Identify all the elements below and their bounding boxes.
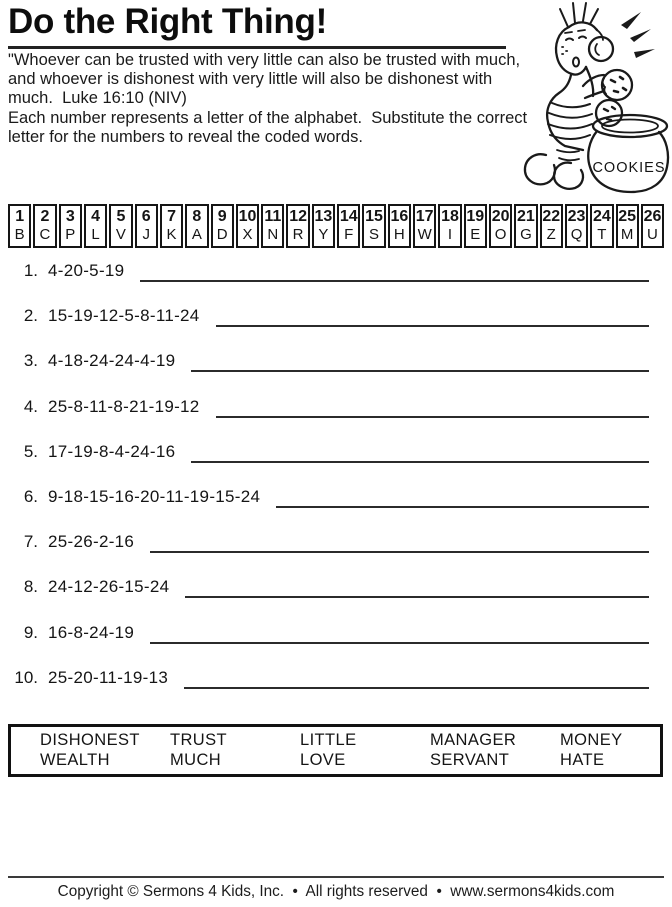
- ear: [589, 37, 613, 61]
- text-line: and whoever is dishonest with very little will also be dishonest with: [8, 70, 493, 88]
- word-bank-row: [11, 750, 660, 770]
- key-number: 15: [365, 208, 383, 225]
- key-letter: P: [65, 226, 76, 243]
- key-number: 1: [15, 208, 25, 225]
- puzzle-item: [0, 397, 672, 442]
- key-letter: U: [647, 226, 658, 243]
- item-number: 9.: [23, 622, 38, 642]
- text-line: Each number represents a letter of the alphabet. Substitute the correct: [8, 109, 528, 127]
- item-code: 25-8-11-8-21-19-12: [48, 396, 200, 416]
- key-number: 9: [217, 208, 227, 225]
- word-bank-word: HATE: [560, 751, 605, 769]
- key-cell: [33, 204, 56, 248]
- word-bank: [8, 724, 663, 777]
- footer-copyright: Copyright © Sermons 4 Kids, Inc. • All rights reserved • www.sermons4kids.com: [57, 883, 615, 900]
- key-letter: S: [369, 226, 380, 243]
- key-cell: [362, 204, 385, 248]
- puzzle-list: [0, 261, 672, 713]
- key-number: 19: [466, 208, 485, 225]
- key-letter: B: [14, 226, 25, 243]
- item-number: 3.: [23, 351, 38, 371]
- word-bank-word: MONEY: [560, 731, 623, 749]
- answer-blank-line: [216, 306, 649, 327]
- key-cell: [8, 204, 31, 248]
- word-bank-word: WEALTH: [40, 751, 110, 769]
- key-number: 25: [618, 208, 637, 225]
- key-cell: [413, 204, 436, 248]
- word-bank-word: MANAGER: [430, 731, 517, 749]
- item-number: 2.: [23, 306, 38, 326]
- key-letter: N: [267, 226, 279, 243]
- key-number: 5: [116, 208, 126, 225]
- item-code: 9-18-15-16-20-11-19-15-24: [48, 486, 261, 506]
- puzzle-item: [0, 623, 672, 668]
- shirt-stripes: [548, 103, 592, 139]
- key-letter: X: [242, 226, 253, 243]
- key-cell: [261, 204, 284, 248]
- key-cell: [565, 204, 588, 248]
- key-cell: [160, 204, 183, 248]
- puzzle-item: [0, 577, 672, 622]
- answer-blank-line: [140, 261, 649, 282]
- mouth: [573, 58, 579, 67]
- key-number: 14: [339, 208, 358, 225]
- key-cell: [211, 204, 234, 248]
- key-number: 20: [491, 208, 510, 225]
- text-line: much. Luke 16:10 (NIV): [8, 89, 187, 107]
- puzzle-item: [0, 261, 672, 306]
- answer-blank-line: [185, 577, 649, 598]
- key-letter: G: [520, 226, 532, 243]
- item-code: 4-20-5-19: [48, 261, 125, 280]
- key-letter: M: [620, 226, 634, 243]
- word-bank-row: [11, 730, 660, 750]
- word-bank-word: DISHONEST: [40, 731, 140, 749]
- shoe-left: [525, 154, 555, 184]
- key-letter: A: [191, 226, 202, 243]
- puzzle-item: [0, 351, 672, 396]
- key-cell: [489, 204, 512, 248]
- key-cell: [185, 204, 208, 248]
- item-code: 4-18-24-24-4-19: [48, 351, 176, 371]
- alarm-marks: [621, 12, 655, 58]
- key-number: 11: [264, 208, 282, 225]
- key-cell: [590, 204, 613, 248]
- key-number: 6: [141, 208, 151, 225]
- eyes: [566, 37, 586, 41]
- key-letter: J: [142, 226, 150, 243]
- key-letter: W: [417, 226, 432, 243]
- key-letter: F: [344, 226, 354, 243]
- key-letter: O: [494, 226, 507, 243]
- key-number: 21: [517, 208, 535, 225]
- item-code: 16-8-24-19: [48, 622, 135, 642]
- answer-blank-line: [150, 623, 649, 644]
- key-letter: H: [393, 226, 405, 243]
- boy-cookie-jar-illustration: [513, 0, 671, 194]
- answer-blank-line: [276, 487, 649, 508]
- answer-blank-line: [191, 351, 649, 372]
- freckles: [562, 47, 567, 54]
- word-bank-word: SERVANT: [430, 751, 510, 769]
- key-letter: K: [166, 226, 177, 243]
- key-cell: [286, 204, 309, 248]
- item-number: 1.: [23, 261, 38, 280]
- key-number: 26: [643, 208, 662, 225]
- key-number: 13: [314, 208, 333, 225]
- cookie-in-hand: [602, 70, 632, 100]
- key-letter: L: [91, 226, 100, 243]
- item-code: 24-12-26-15-24: [48, 577, 170, 597]
- item-code: 15-19-12-5-8-11-24: [48, 306, 200, 326]
- key-number: 10: [238, 208, 257, 225]
- item-number: 4.: [23, 396, 38, 416]
- key-letter: T: [597, 226, 607, 243]
- key-letter: C: [39, 226, 51, 243]
- word-bank-word: LITTLE: [300, 731, 357, 749]
- key-cell: [616, 204, 639, 248]
- answer-blank-line: [216, 397, 649, 418]
- key-cell: [641, 204, 664, 248]
- key-number: 3: [65, 208, 75, 225]
- shoe-right: [554, 163, 583, 189]
- key-number: 12: [289, 208, 307, 225]
- answer-blank-line: [150, 532, 649, 553]
- key-letter: V: [115, 226, 126, 243]
- key-cell: [388, 204, 411, 248]
- key-letter: I: [447, 226, 453, 243]
- key-number: 7: [167, 208, 176, 225]
- answer-blank-line: [191, 442, 649, 463]
- item-number: 6.: [23, 486, 38, 506]
- answer-blank-line: [184, 668, 649, 689]
- word-bank-word: TRUST: [170, 731, 227, 749]
- key-number: 17: [415, 208, 434, 225]
- key-number: 18: [441, 208, 459, 225]
- puzzle-item: [0, 442, 672, 487]
- key-number: 16: [390, 208, 409, 225]
- key-cell: [236, 204, 259, 248]
- puzzle-item: [0, 668, 672, 713]
- jar-label: COOKIES: [592, 160, 666, 176]
- item-number: 8.: [23, 577, 38, 597]
- puzzle-item: [0, 487, 672, 532]
- page-title: Do the Right Thing!: [8, 2, 327, 41]
- key-cell: [59, 204, 82, 248]
- puzzle-item: [0, 532, 672, 577]
- word-bank-word: LOVE: [300, 751, 346, 769]
- eyebrows: [565, 30, 585, 33]
- key-cell: [514, 204, 537, 248]
- key-letter: E: [470, 226, 481, 243]
- title-underline: [8, 46, 506, 49]
- key-letter: D: [216, 226, 228, 243]
- key-cell: [540, 204, 563, 248]
- key-letter: Q: [570, 226, 583, 243]
- key-cell: [464, 204, 487, 248]
- instructions: [8, 109, 527, 147]
- key-number: 24: [592, 208, 611, 225]
- key-cell: [135, 204, 158, 248]
- key-number: 22: [542, 208, 561, 225]
- key-cell: [337, 204, 360, 248]
- item-code: 25-20-11-19-13: [48, 667, 169, 687]
- key-letter: R: [292, 226, 304, 243]
- text-line: letter for the numbers to reveal the coded words.: [8, 128, 363, 146]
- key-letter: Z: [546, 226, 556, 243]
- decoder-key-table: [8, 204, 664, 248]
- key-cell: [438, 204, 461, 248]
- puzzle-item: [0, 306, 672, 351]
- bible-verse: [8, 51, 520, 108]
- key-letter: Y: [318, 226, 329, 243]
- item-number: 5.: [23, 441, 38, 461]
- footer-divider: [8, 876, 664, 878]
- key-cell: [312, 204, 335, 248]
- key-number: 23: [567, 208, 586, 225]
- text-line: "Whoever can be trusted with very little can also be trusted with much,: [8, 51, 521, 69]
- item-code: 25-26-2-16: [48, 532, 135, 552]
- key-cell: [109, 204, 132, 248]
- head-outline: [556, 27, 586, 75]
- key-cell: [84, 204, 107, 248]
- key-number: 4: [91, 208, 101, 225]
- key-number: 8: [192, 208, 202, 225]
- item-number: 10.: [14, 667, 38, 687]
- word-bank-word: MUCH: [170, 751, 222, 769]
- key-number: 2: [40, 208, 50, 225]
- item-code: 17-19-8-4-24-16: [48, 441, 176, 461]
- item-number: 7.: [23, 532, 38, 552]
